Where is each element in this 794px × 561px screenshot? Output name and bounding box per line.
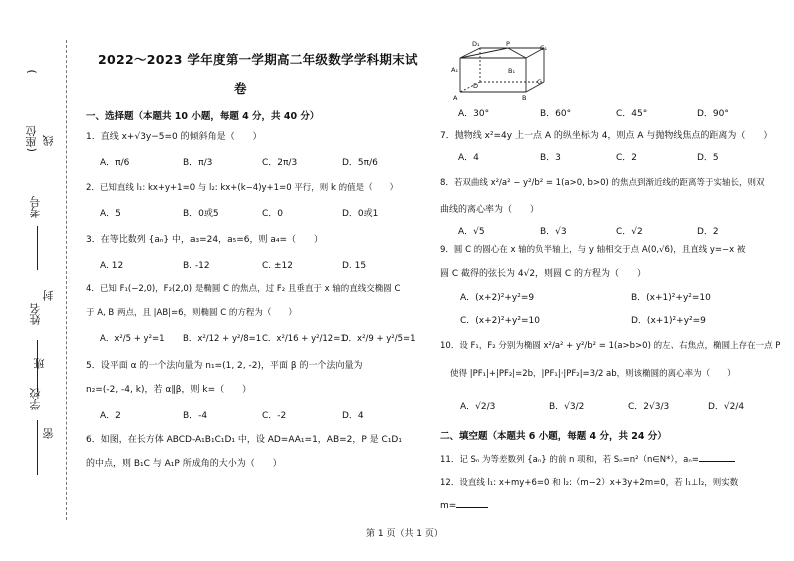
q1-option-d: D．5π/6 bbox=[342, 158, 378, 168]
q3-option-a: A. 12 bbox=[100, 261, 124, 271]
q6-stem-line2: 的中点，则 B₁C 与 A₁P 所成角的大小为（ ） bbox=[86, 459, 282, 469]
q7-option-b: B．3 bbox=[540, 153, 561, 163]
q3-stem: 3．在等比数列 {aₙ} 中，a₃=24，a₅=6，则 a₄=（ ） bbox=[86, 235, 324, 245]
q2-option-c: C．0 bbox=[262, 209, 284, 219]
q10-option-c: C．2√3/3 bbox=[628, 402, 670, 412]
q4-option-c: C．x²/16 + y²/12=1 bbox=[262, 334, 346, 344]
fig-label-d: D bbox=[473, 82, 479, 90]
q10-option-a: A．√2/3 bbox=[460, 402, 496, 412]
q6-option-a: A．30° bbox=[458, 109, 490, 119]
q12-stem-line1: 12．设直线 l₁: x+my+6=0 和 l₂:（m−2）x+3y+2m=0，若 l₁⊥l₂，则实数 bbox=[440, 478, 739, 488]
q1-option-b: B．π/3 bbox=[183, 158, 213, 168]
binding-seal2-mark: 密 bbox=[42, 428, 55, 439]
q8-option-d: D．2 bbox=[697, 227, 719, 237]
q5-option-b: B．-4 bbox=[183, 411, 208, 421]
binding-school-label: 学校 bbox=[29, 388, 42, 410]
q6-option-b: B．60° bbox=[540, 109, 572, 119]
exam-title-cont: 卷 bbox=[234, 81, 247, 96]
q1-option-c: C．2π/3 bbox=[262, 158, 298, 168]
q12-stem-line2: m= bbox=[440, 500, 488, 512]
q7-option-a: A．4 bbox=[458, 153, 479, 163]
q8-stem-line1: 8．若双曲线 x²/a² − y²/b² = 1(a>0, b>0) 的焦点到渐近线的距离等于实轴长，则双 bbox=[440, 178, 765, 188]
q10-stem-line1: 10．设 F₁，F₂ 分别为椭圆 x²/a² + y²/b² = 1(a>b>0) 的左、右焦点，椭圆上存在一点 P bbox=[440, 341, 781, 351]
q9-option-a: A．(x+2)²+y²=9 bbox=[460, 293, 535, 303]
q9-option-b: B．(x+1)²+y²=10 bbox=[631, 293, 711, 303]
fig-label-a: A bbox=[453, 94, 458, 102]
binding-name-label: 姓名 bbox=[29, 303, 42, 325]
binding-line-mark: 线 bbox=[42, 135, 55, 146]
page-footer: 第 1 页（共 1 页） bbox=[366, 529, 443, 539]
q4-stem-line1: 4．已知 F₁(−2,0)，F₂(2,0) 是椭圆 C 的焦点，过 F₂ 且垂直于 x 轴的直线交椭圆 C bbox=[86, 284, 401, 294]
q4-option-b: B．x²/12 + y²/8=1 bbox=[183, 334, 262, 344]
binding-school-blank bbox=[37, 420, 38, 475]
q8-stem-line2: 曲线的离心率为（ ） bbox=[440, 205, 540, 215]
q6-option-c: C．45° bbox=[616, 109, 648, 119]
q7-stem: 7．抛物线 x²=4y 上一点 A 的纵坐标为 4，则点 A 与抛物线焦点的距离为（ ） bbox=[440, 131, 773, 141]
q2-option-b: B．0或5 bbox=[183, 209, 219, 219]
q10-stem-line2: 使得 |PF₁|+|PF₂|=2b，|PF₁|·|PF₂|=3/2 ab，则该椭圆的离心率为（ ） bbox=[450, 369, 736, 379]
q5-option-c: C．-2 bbox=[262, 411, 287, 421]
binding-id-blank bbox=[37, 226, 38, 270]
section-choice-heading: 一、选择题（本题共 10 小题，每题 4 分，共 40 分） bbox=[86, 111, 320, 122]
binding-seat-label: (座位) bbox=[25, 69, 38, 152]
q5-stem-line1: 5．设平面 α 的一个法向量为 n₁=(1, 2, -2)，平面 β 的一个法向量为 bbox=[86, 361, 363, 371]
q11-stem: 11．记 Sₙ 为等差数列 {aₙ} 的前 n 项和，若 Sₙ=n²（n∈N*），aₙ= bbox=[440, 455, 735, 466]
q4-option-d: D．x²/9 + y²/5=1 bbox=[342, 334, 416, 344]
q2-option-d: D．0或1 bbox=[342, 209, 379, 219]
fig-label-a1: A₁ bbox=[451, 66, 459, 74]
q9-option-d: D．(x+1)²+y²=9 bbox=[631, 316, 706, 326]
q11-answer-blank[interactable] bbox=[699, 461, 735, 462]
q8-option-b: B．√3 bbox=[540, 227, 567, 237]
q5-option-d: D．4 bbox=[342, 411, 364, 421]
fig-label-p: P bbox=[506, 40, 510, 48]
q7-option-c: C．2 bbox=[616, 153, 638, 163]
binding-id-label: 考号 bbox=[29, 196, 42, 218]
exam-title: 2022～2023 学年度第一学期高二年级数学学科期末试 bbox=[98, 52, 418, 67]
q5-option-a: A．2 bbox=[100, 411, 121, 421]
q9-option-c: C．(x+2)²+y²=10 bbox=[460, 316, 540, 326]
q7-option-d: D．5 bbox=[697, 153, 719, 163]
q3-option-b: B. -12 bbox=[183, 261, 210, 271]
q6-option-d: D．90° bbox=[697, 109, 729, 119]
q4-option-a: A．x²/5 + y²=1 bbox=[100, 334, 165, 344]
q12-answer-blank[interactable] bbox=[456, 507, 488, 508]
fig-label-c: C bbox=[537, 78, 542, 86]
q4-stem-line2: 于 A, B 两点，且 |AB|=6，则椭圆 C 的方程为（ ） bbox=[86, 308, 297, 318]
fig-label-b: B bbox=[522, 94, 527, 102]
binding-seal-mark: 封 bbox=[42, 290, 55, 301]
q3-option-c: C. ±12 bbox=[262, 261, 293, 271]
section-fill-heading: 二、填空题（本题共 6 小题，每题 4 分，共 24 分） bbox=[440, 431, 667, 442]
fig-label-c1: C₁ bbox=[540, 44, 548, 52]
q1-stem: 1．直线 x+√3y−5=0 的倾斜角是（ ） bbox=[86, 132, 262, 142]
q9-stem-line1: 9．圆 C 的圆心在 x 轴的负半轴上，与 y 轴相交于点 A(0,√6)，且直线 y=−x 被 bbox=[440, 245, 746, 255]
q8-option-a: A．√5 bbox=[458, 227, 485, 237]
binding-dashed-line bbox=[66, 40, 67, 520]
q2-option-a: A．5 bbox=[100, 209, 121, 219]
q1-option-a: A．π/6 bbox=[100, 158, 130, 168]
q3-option-d: D. 15 bbox=[342, 261, 367, 271]
q6-stem-line1: 6．如图，在长方体 ABCD-A₁B₁C₁D₁ 中，设 AD=AA₁=1，AB=2，P 是 C₁D₁ bbox=[86, 435, 402, 445]
q2-stem: 2．已知直线 l₁: kx+y+1=0 与 l₂: kx+(k−4)y+1=0 平行，则 k 的值是（ ） bbox=[86, 183, 399, 193]
fig-label-d1: D₁ bbox=[472, 40, 480, 48]
q9-stem-line2: 圆 C 截得的弦长为 4√2，则圆 C 的方程为（ ） bbox=[440, 269, 647, 279]
q10-option-d: D．√2/4 bbox=[708, 402, 745, 412]
q8-option-c: C．√2 bbox=[616, 227, 643, 237]
binding-class-label: 班 bbox=[33, 358, 46, 369]
q5-stem-line2: n₂=(-2, -4, k)，若 α∥β，则 k=（ ） bbox=[86, 385, 252, 395]
fig-label-b1: B₁ bbox=[508, 67, 516, 75]
q10-option-b: B．√3/2 bbox=[549, 402, 585, 412]
